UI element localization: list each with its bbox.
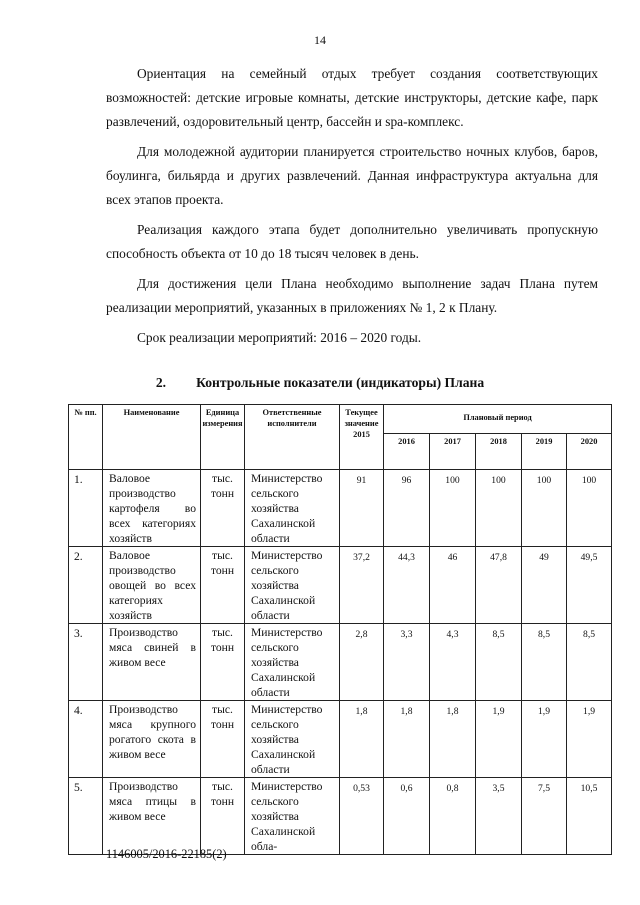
row-year-value: 49 bbox=[522, 547, 567, 624]
header-num: № пп. bbox=[69, 405, 103, 470]
header-year: 2020 bbox=[567, 434, 612, 470]
row-year-value: 1,9 bbox=[476, 701, 522, 778]
section-title: Контрольные показатели (индикаторы) Плана bbox=[196, 375, 485, 390]
row-number: 5. bbox=[69, 778, 103, 855]
row-year-value: 1,9 bbox=[522, 701, 567, 778]
table-row bbox=[69, 624, 612, 701]
row-executor: Министерство сельского хозяйства Сахалинской обла- bbox=[245, 778, 340, 855]
section-number: 2. bbox=[155, 375, 167, 390]
row-unit: тыс. тонн bbox=[201, 778, 245, 855]
row-executor: Министерство сельского хозяйства Сахалинской области bbox=[245, 624, 340, 701]
row-unit: тыс. тонн bbox=[201, 701, 245, 778]
row-year-value: 8,5 bbox=[476, 624, 522, 701]
row-number: 3. bbox=[69, 624, 103, 701]
row-year-value: 4,3 bbox=[430, 624, 476, 701]
row-executor: Министерство сельского хозяйства Сахалинской области bbox=[245, 701, 340, 778]
header-year: 2016 bbox=[384, 434, 430, 470]
row-executor: Министерство сельского хозяйства Сахалинской области bbox=[245, 470, 340, 547]
row-name: Валовое производство картофеля во всех категориях хозяйств bbox=[103, 470, 201, 547]
row-year-value: 10,5 bbox=[567, 778, 612, 855]
row-name: Производство мяса свиней в живом весе bbox=[103, 624, 201, 701]
row-current-value: 91 bbox=[340, 470, 384, 547]
header-executors: Ответственные исполнители bbox=[245, 405, 340, 470]
row-year-value: 0,8 bbox=[430, 778, 476, 855]
header-current: Текущее значение 2015 bbox=[340, 405, 384, 470]
row-name: Валовое производство овощей во всех категориях хозяйств bbox=[103, 547, 201, 624]
row-unit: тыс. тонн bbox=[201, 470, 245, 547]
row-year-value: 100 bbox=[476, 470, 522, 547]
row-year-value: 3,3 bbox=[384, 624, 430, 701]
table-row bbox=[69, 470, 612, 547]
header-planned: Плановый период bbox=[384, 405, 612, 434]
table-row bbox=[69, 701, 612, 778]
row-current-value: 1,8 bbox=[340, 701, 384, 778]
section-heading bbox=[0, 375, 640, 391]
row-year-value: 0,6 bbox=[384, 778, 430, 855]
header-year: 2019 bbox=[522, 434, 567, 470]
row-name: Производство мяса птицы в живом весе bbox=[103, 778, 201, 855]
row-year-value: 8,5 bbox=[522, 624, 567, 701]
paragraph: Для достижения цели Плана необходимо выполнение задач Плана путем реализации мероприятий, указанных в приложениях № 1, 2 к Плану. bbox=[106, 276, 598, 315]
row-year-value: 8,5 bbox=[567, 624, 612, 701]
paragraph: Для молодежной аудитории планируется строительство ночных клубов, баров, боулинга, бильярда и других развлечений. Данная инфраструктура актуальна для всех этапов проекта. bbox=[106, 144, 598, 207]
row-current-value: 2,8 bbox=[340, 624, 384, 701]
row-year-value: 44,3 bbox=[384, 547, 430, 624]
paragraph: Срок реализации мероприятий: 2016 – 2020 годы. bbox=[137, 330, 422, 345]
header-name: Наименование bbox=[103, 405, 201, 470]
row-current-value: 0,53 bbox=[340, 778, 384, 855]
row-year-value: 3,5 bbox=[476, 778, 522, 855]
row-name: Производство мяса крупного рогатого скота в живом весе bbox=[103, 701, 201, 778]
row-unit: тыс. тонн bbox=[201, 547, 245, 624]
row-year-value: 1,8 bbox=[430, 701, 476, 778]
indicators-table bbox=[68, 404, 612, 855]
row-year-value: 100 bbox=[522, 470, 567, 547]
table-row bbox=[69, 778, 612, 855]
paragraph: Ориентация на семейный отдых требует создания соответствующих возможностей: детские игровые комнаты, детские инструкторы, детские кафе, парк развлечений, оздоровительный центр, бассейн и spa-комплекс. bbox=[106, 66, 598, 129]
row-year-value: 47,8 bbox=[476, 547, 522, 624]
page-number: 14 bbox=[314, 33, 326, 47]
row-year-value: 1,8 bbox=[384, 701, 430, 778]
row-number: 2. bbox=[69, 547, 103, 624]
row-year-value: 49,5 bbox=[567, 547, 612, 624]
row-current-value: 37,2 bbox=[340, 547, 384, 624]
row-year-value: 100 bbox=[567, 470, 612, 547]
header-year: 2018 bbox=[476, 434, 522, 470]
row-number: 1. bbox=[69, 470, 103, 547]
row-year-value: 100 bbox=[430, 470, 476, 547]
row-unit: тыс. тонн bbox=[201, 624, 245, 701]
header-unit: Единица измерения bbox=[201, 405, 245, 470]
header-year: 2017 bbox=[430, 434, 476, 470]
row-year-value: 1,9 bbox=[567, 701, 612, 778]
row-year-value: 7,5 bbox=[522, 778, 567, 855]
paragraph: Реализация каждого этапа будет дополнительно увеличивать пропускную способность объекта от 10 до 18 тысяч человек в день. bbox=[106, 222, 598, 261]
row-executor: Министерство сельского хозяйства Сахалинской области bbox=[245, 547, 340, 624]
row-number: 4. bbox=[69, 701, 103, 778]
table-row bbox=[69, 547, 612, 624]
row-year-value: 96 bbox=[384, 470, 430, 547]
document-code: 1146005/2016-22185(2) bbox=[106, 847, 227, 861]
body-text bbox=[106, 62, 598, 356]
row-year-value: 46 bbox=[430, 547, 476, 624]
